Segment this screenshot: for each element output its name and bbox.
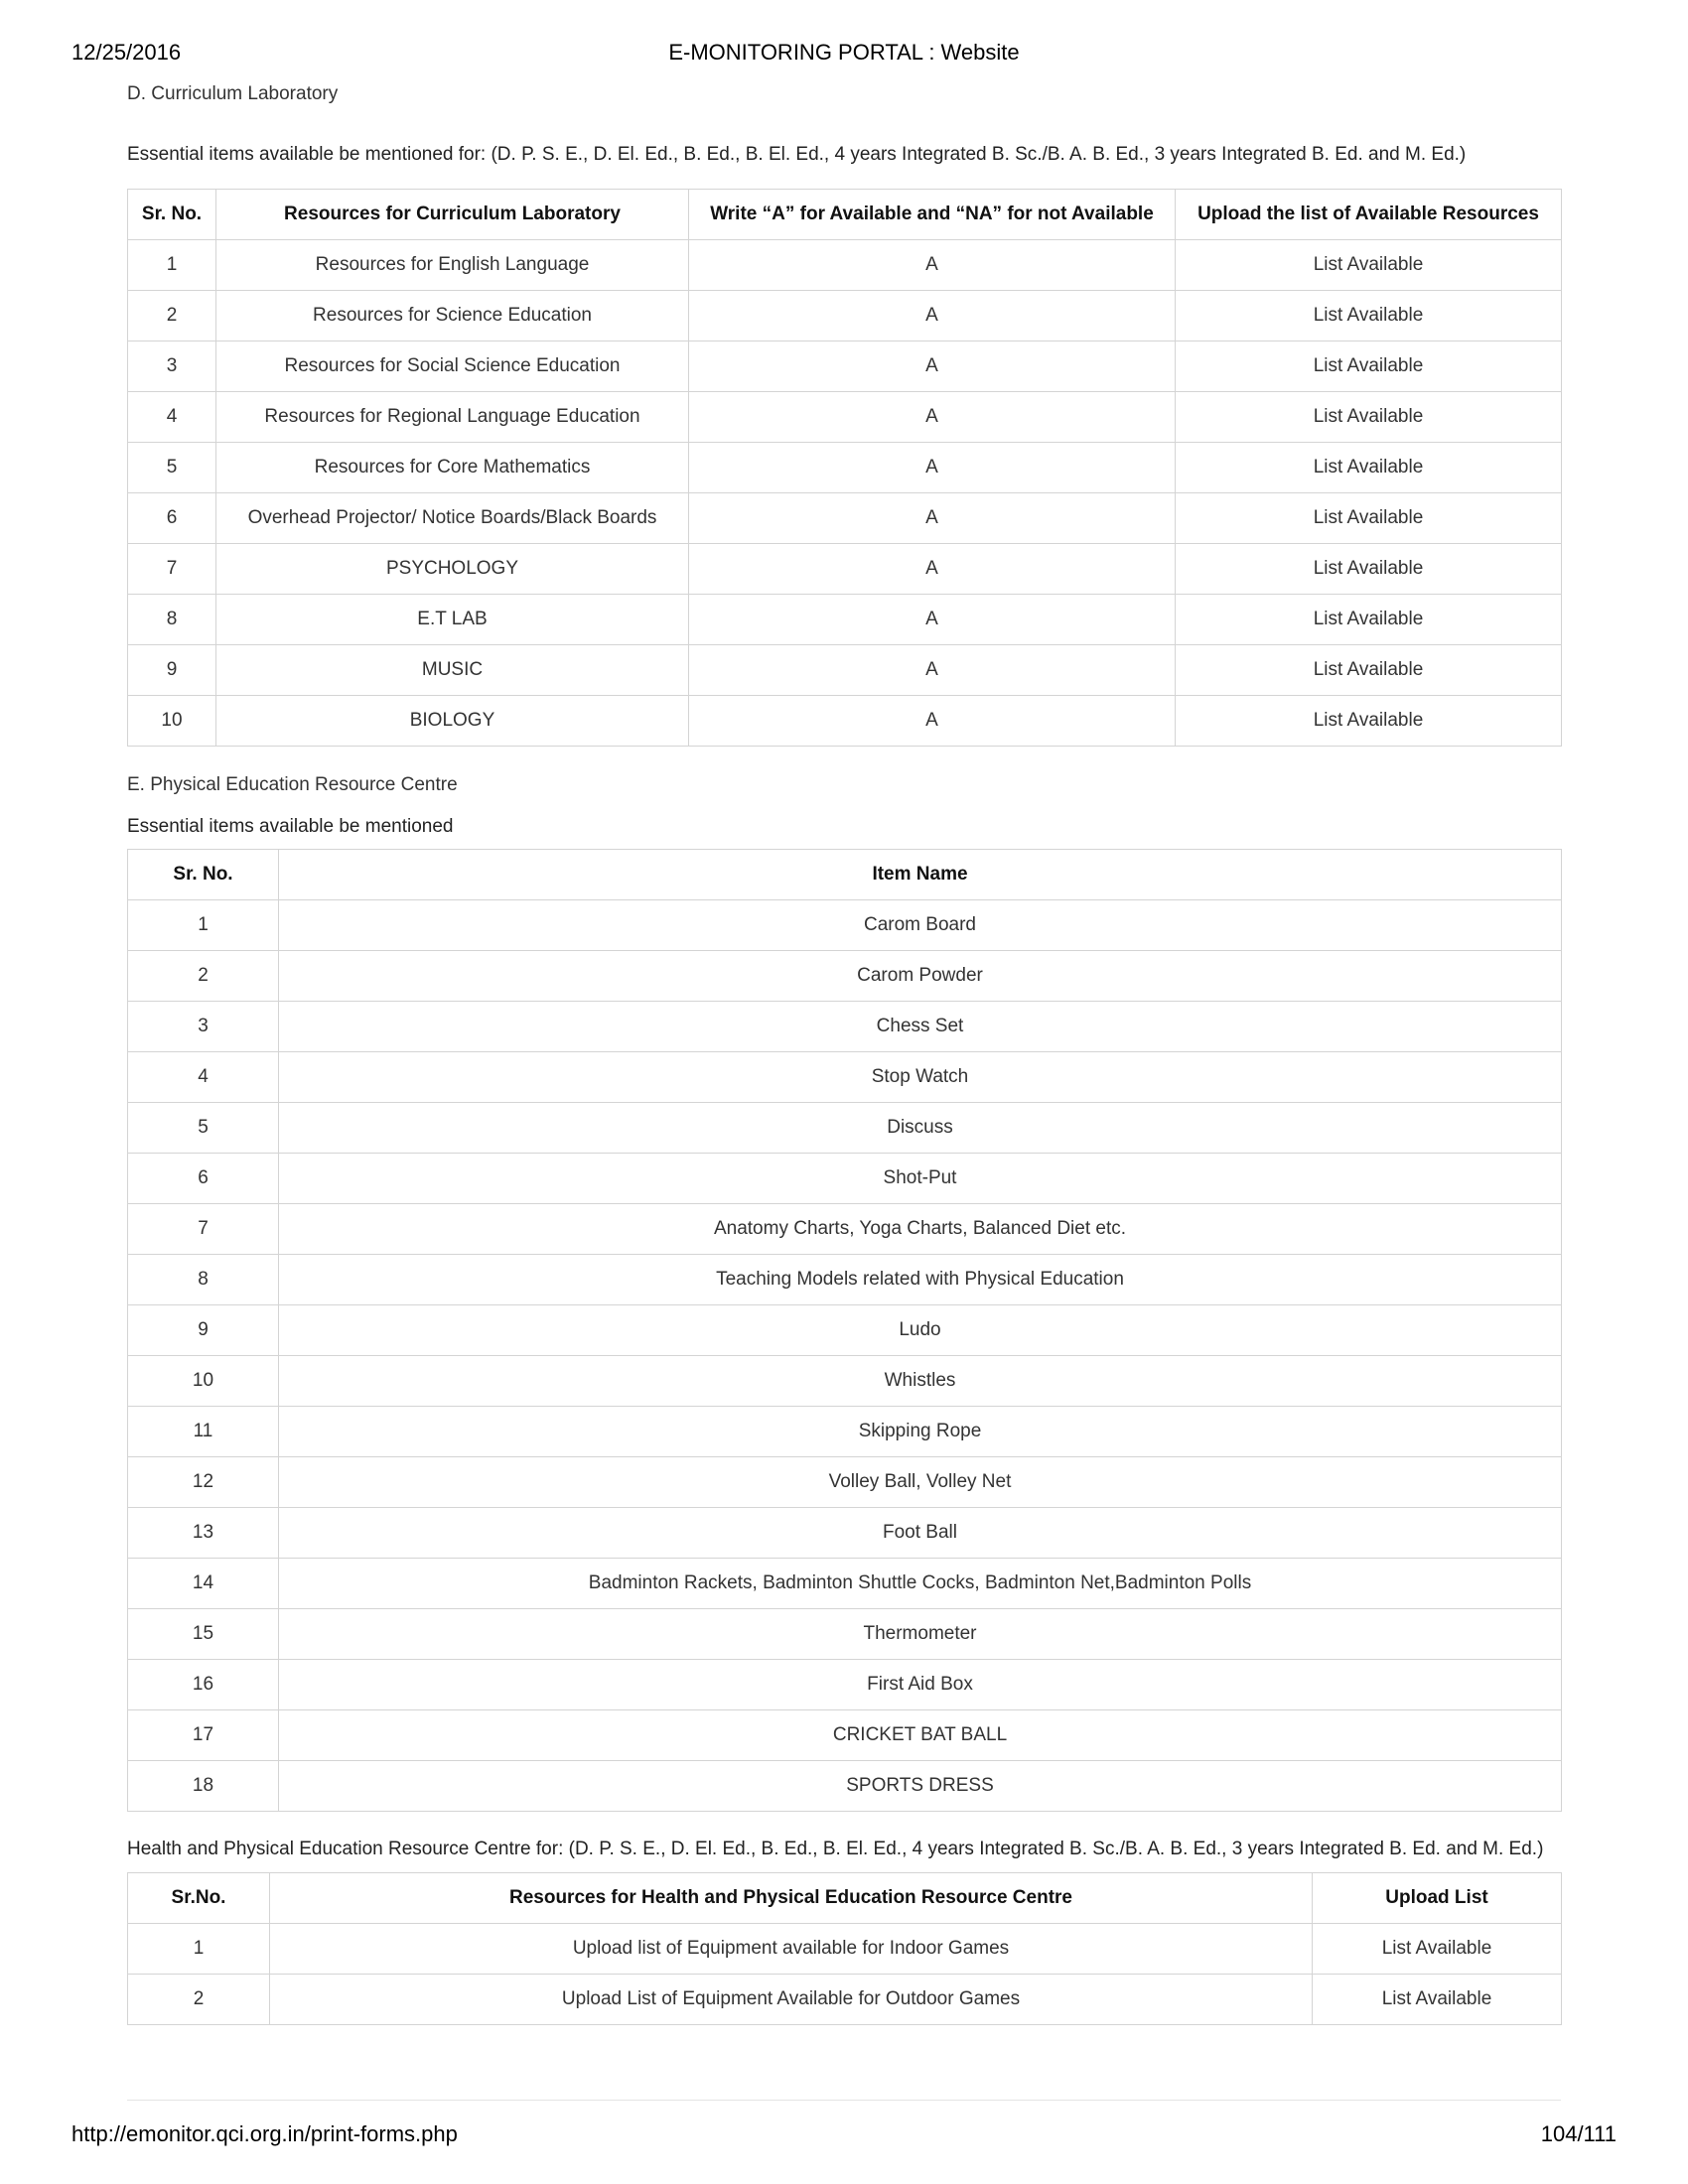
cell-item: Whistles (279, 1356, 1562, 1407)
physical-education-body (128, 900, 1562, 1812)
cell-sr: 1 (128, 240, 216, 291)
table-header-row (128, 850, 1562, 900)
cell-resource: BIOLOGY (216, 696, 689, 747)
cell-upload: List Available (1176, 645, 1562, 696)
cell-upload: List Available (1176, 291, 1562, 341)
health-resource-body (128, 1924, 1562, 2025)
table-row (128, 645, 1562, 696)
column-header: Resources for Curriculum Laboratory (216, 190, 689, 240)
column-header: Upload List (1313, 1873, 1562, 1924)
print-header (71, 40, 1617, 69)
cell-resource: Resources for Core Mathematics (216, 443, 689, 493)
cell-upload: List Available (1176, 392, 1562, 443)
cell-upload: List Available (1313, 1975, 1562, 2025)
table-row (128, 1255, 1562, 1305)
section-e-label: E. Physical Education Resource Centre (127, 774, 458, 795)
table-row (128, 1204, 1562, 1255)
cell-sr: 9 (128, 1305, 279, 1356)
table-row (128, 544, 1562, 595)
cell-resource: Resources for Regional Language Education (216, 392, 689, 443)
cell-sr: 5 (128, 1103, 279, 1154)
cell-status: A (689, 291, 1176, 341)
cell-upload: List Available (1176, 240, 1562, 291)
table-row (128, 392, 1562, 443)
cell-sr: 6 (128, 493, 216, 544)
cell-sr: 18 (128, 1761, 279, 1812)
table-row (128, 951, 1562, 1002)
cell-upload: List Available (1176, 544, 1562, 595)
cell-resource: E.T LAB (216, 595, 689, 645)
form-content (127, 81, 1561, 2025)
cell-item: Carom Powder (279, 951, 1562, 1002)
cell-sr: 10 (128, 1356, 279, 1407)
cell-resource: Resources for English Language (216, 240, 689, 291)
cell-sr: 10 (128, 696, 216, 747)
section-d-label: D. Curriculum Laboratory (127, 83, 339, 104)
table-header-row (128, 190, 1562, 240)
table-row (128, 1457, 1562, 1508)
cell-resource: MUSIC (216, 645, 689, 696)
cell-sr: 2 (128, 291, 216, 341)
cell-upload: List Available (1176, 493, 1562, 544)
section-e-note: Essential items available be mentioned (127, 816, 454, 837)
table-row (128, 1924, 1562, 1975)
cell-resource: Upload list of Equipment available for Indoor Games (270, 1924, 1313, 1975)
cell-sr: 2 (128, 951, 279, 1002)
cell-item: Thermometer (279, 1609, 1562, 1660)
page-title: E-MONITORING PORTAL : Website (668, 40, 1020, 65)
footer-divider (127, 2100, 1561, 2101)
cell-item: Teaching Models related with Physical Education (279, 1255, 1562, 1305)
cell-upload: List Available (1176, 696, 1562, 747)
cell-sr: 16 (128, 1660, 279, 1710)
page-url: http://emonitor.qci.org.in/print-forms.php (71, 2121, 458, 2146)
cell-item: Chess Set (279, 1002, 1562, 1052)
cell-sr: 3 (128, 1002, 279, 1052)
table-row (128, 1103, 1562, 1154)
cell-status: A (689, 392, 1176, 443)
column-header: Item Name (279, 850, 1562, 900)
table-row (128, 696, 1562, 747)
table-row (128, 1710, 1562, 1761)
cell-item: SPORTS DRESS (279, 1761, 1562, 1812)
curriculum-lab-table (127, 189, 1562, 747)
table-row (128, 1356, 1562, 1407)
table-row (128, 1508, 1562, 1559)
cell-sr: 6 (128, 1154, 279, 1204)
table-row (128, 341, 1562, 392)
cell-sr: 8 (128, 595, 216, 645)
table-row (128, 1052, 1562, 1103)
cell-sr: 13 (128, 1508, 279, 1559)
cell-sr: 8 (128, 1255, 279, 1305)
cell-sr: 5 (128, 443, 216, 493)
column-header: Resources for Health and Physical Education Resource Centre (270, 1873, 1313, 1924)
column-header: Upload the list of Available Resources (1176, 190, 1562, 240)
cell-status: A (689, 443, 1176, 493)
cell-resource: Overhead Projector/ Notice Boards/Black Boards (216, 493, 689, 544)
cell-sr: 14 (128, 1559, 279, 1609)
cell-item: Discuss (279, 1103, 1562, 1154)
cell-resource: Upload List of Equipment Available for Outdoor Games (270, 1975, 1313, 2025)
cell-item: CRICKET BAT BALL (279, 1710, 1562, 1761)
table-row (128, 1975, 1562, 2025)
cell-resource: Resources for Social Science Education (216, 341, 689, 392)
section-d-note: Essential items available be mentioned for: (D. P. S. E., D. El. Ed., B. Ed., B. El. Ed., 4 years Integrated B. Sc./B. A. B. Ed., 3 years Integrated B. Ed. and M. Ed.) (127, 144, 1467, 165)
cell-sr: 4 (128, 1052, 279, 1103)
cell-sr: 7 (128, 544, 216, 595)
health-section-note: Health and Physical Education Resource Centre for: (D. P. S. E., D. El. Ed., B. Ed., B. El. Ed., 4 years Integrated B. Sc./B. A. B. Ed., 3 years Integrated B. Ed. and M. Ed.) (127, 1839, 1544, 1859)
table-row (128, 1761, 1562, 1812)
cell-sr: 1 (128, 1924, 270, 1975)
cell-resource: Resources for Science Education (216, 291, 689, 341)
cell-status: A (689, 240, 1176, 291)
column-header: Sr.No. (128, 1873, 270, 1924)
table-row (128, 900, 1562, 951)
print-date: 12/25/2016 (71, 40, 182, 65)
table-row (128, 1660, 1562, 1710)
cell-item: Skipping Rope (279, 1407, 1562, 1457)
cell-sr: 17 (128, 1710, 279, 1761)
cell-sr: 1 (128, 900, 279, 951)
column-header: Write “A” for Available and “NA” for not Available (689, 190, 1176, 240)
cell-sr: 3 (128, 341, 216, 392)
cell-item: Volley Ball, Volley Net (279, 1457, 1562, 1508)
table-row (128, 1407, 1562, 1457)
cell-status: A (689, 544, 1176, 595)
cell-sr: 9 (128, 645, 216, 696)
page-number: 104/111 (1540, 2121, 1617, 2146)
table-row (128, 1559, 1562, 1609)
table-header-row (128, 1873, 1562, 1924)
cell-status: A (689, 493, 1176, 544)
cell-item: Ludo (279, 1305, 1562, 1356)
cell-status: A (689, 645, 1176, 696)
cell-item: Foot Ball (279, 1508, 1562, 1559)
table-row (128, 443, 1562, 493)
cell-upload: List Available (1176, 443, 1562, 493)
column-header: Sr. No. (128, 190, 216, 240)
cell-status: A (689, 595, 1176, 645)
table-row (128, 595, 1562, 645)
cell-upload: List Available (1313, 1924, 1562, 1975)
cell-item: Shot-Put (279, 1154, 1562, 1204)
column-header: Sr. No. (128, 850, 279, 900)
cell-sr: 7 (128, 1204, 279, 1255)
cell-sr: 15 (128, 1609, 279, 1660)
table-row (128, 1002, 1562, 1052)
cell-upload: List Available (1176, 341, 1562, 392)
cell-item: Anatomy Charts, Yoga Charts, Balanced Diet etc. (279, 1204, 1562, 1255)
cell-upload: List Available (1176, 595, 1562, 645)
curriculum-lab-body (128, 240, 1562, 747)
cell-resource: PSYCHOLOGY (216, 544, 689, 595)
cell-sr: 2 (128, 1975, 270, 2025)
cell-status: A (689, 696, 1176, 747)
cell-sr: 12 (128, 1457, 279, 1508)
cell-sr: 4 (128, 392, 216, 443)
cell-item: Stop Watch (279, 1052, 1562, 1103)
cell-item: Carom Board (279, 900, 1562, 951)
table-row (128, 240, 1562, 291)
table-row (128, 1609, 1562, 1660)
cell-item: First Aid Box (279, 1660, 1562, 1710)
table-row (128, 493, 1562, 544)
cell-item: Badminton Rackets, Badminton Shuttle Cocks, Badminton Net,Badminton Polls (279, 1559, 1562, 1609)
table-row (128, 1305, 1562, 1356)
table-row (128, 291, 1562, 341)
cell-sr: 11 (128, 1407, 279, 1457)
health-resource-table (127, 1872, 1562, 2025)
table-row (128, 1154, 1562, 1204)
physical-education-table (127, 849, 1562, 1812)
cell-status: A (689, 341, 1176, 392)
